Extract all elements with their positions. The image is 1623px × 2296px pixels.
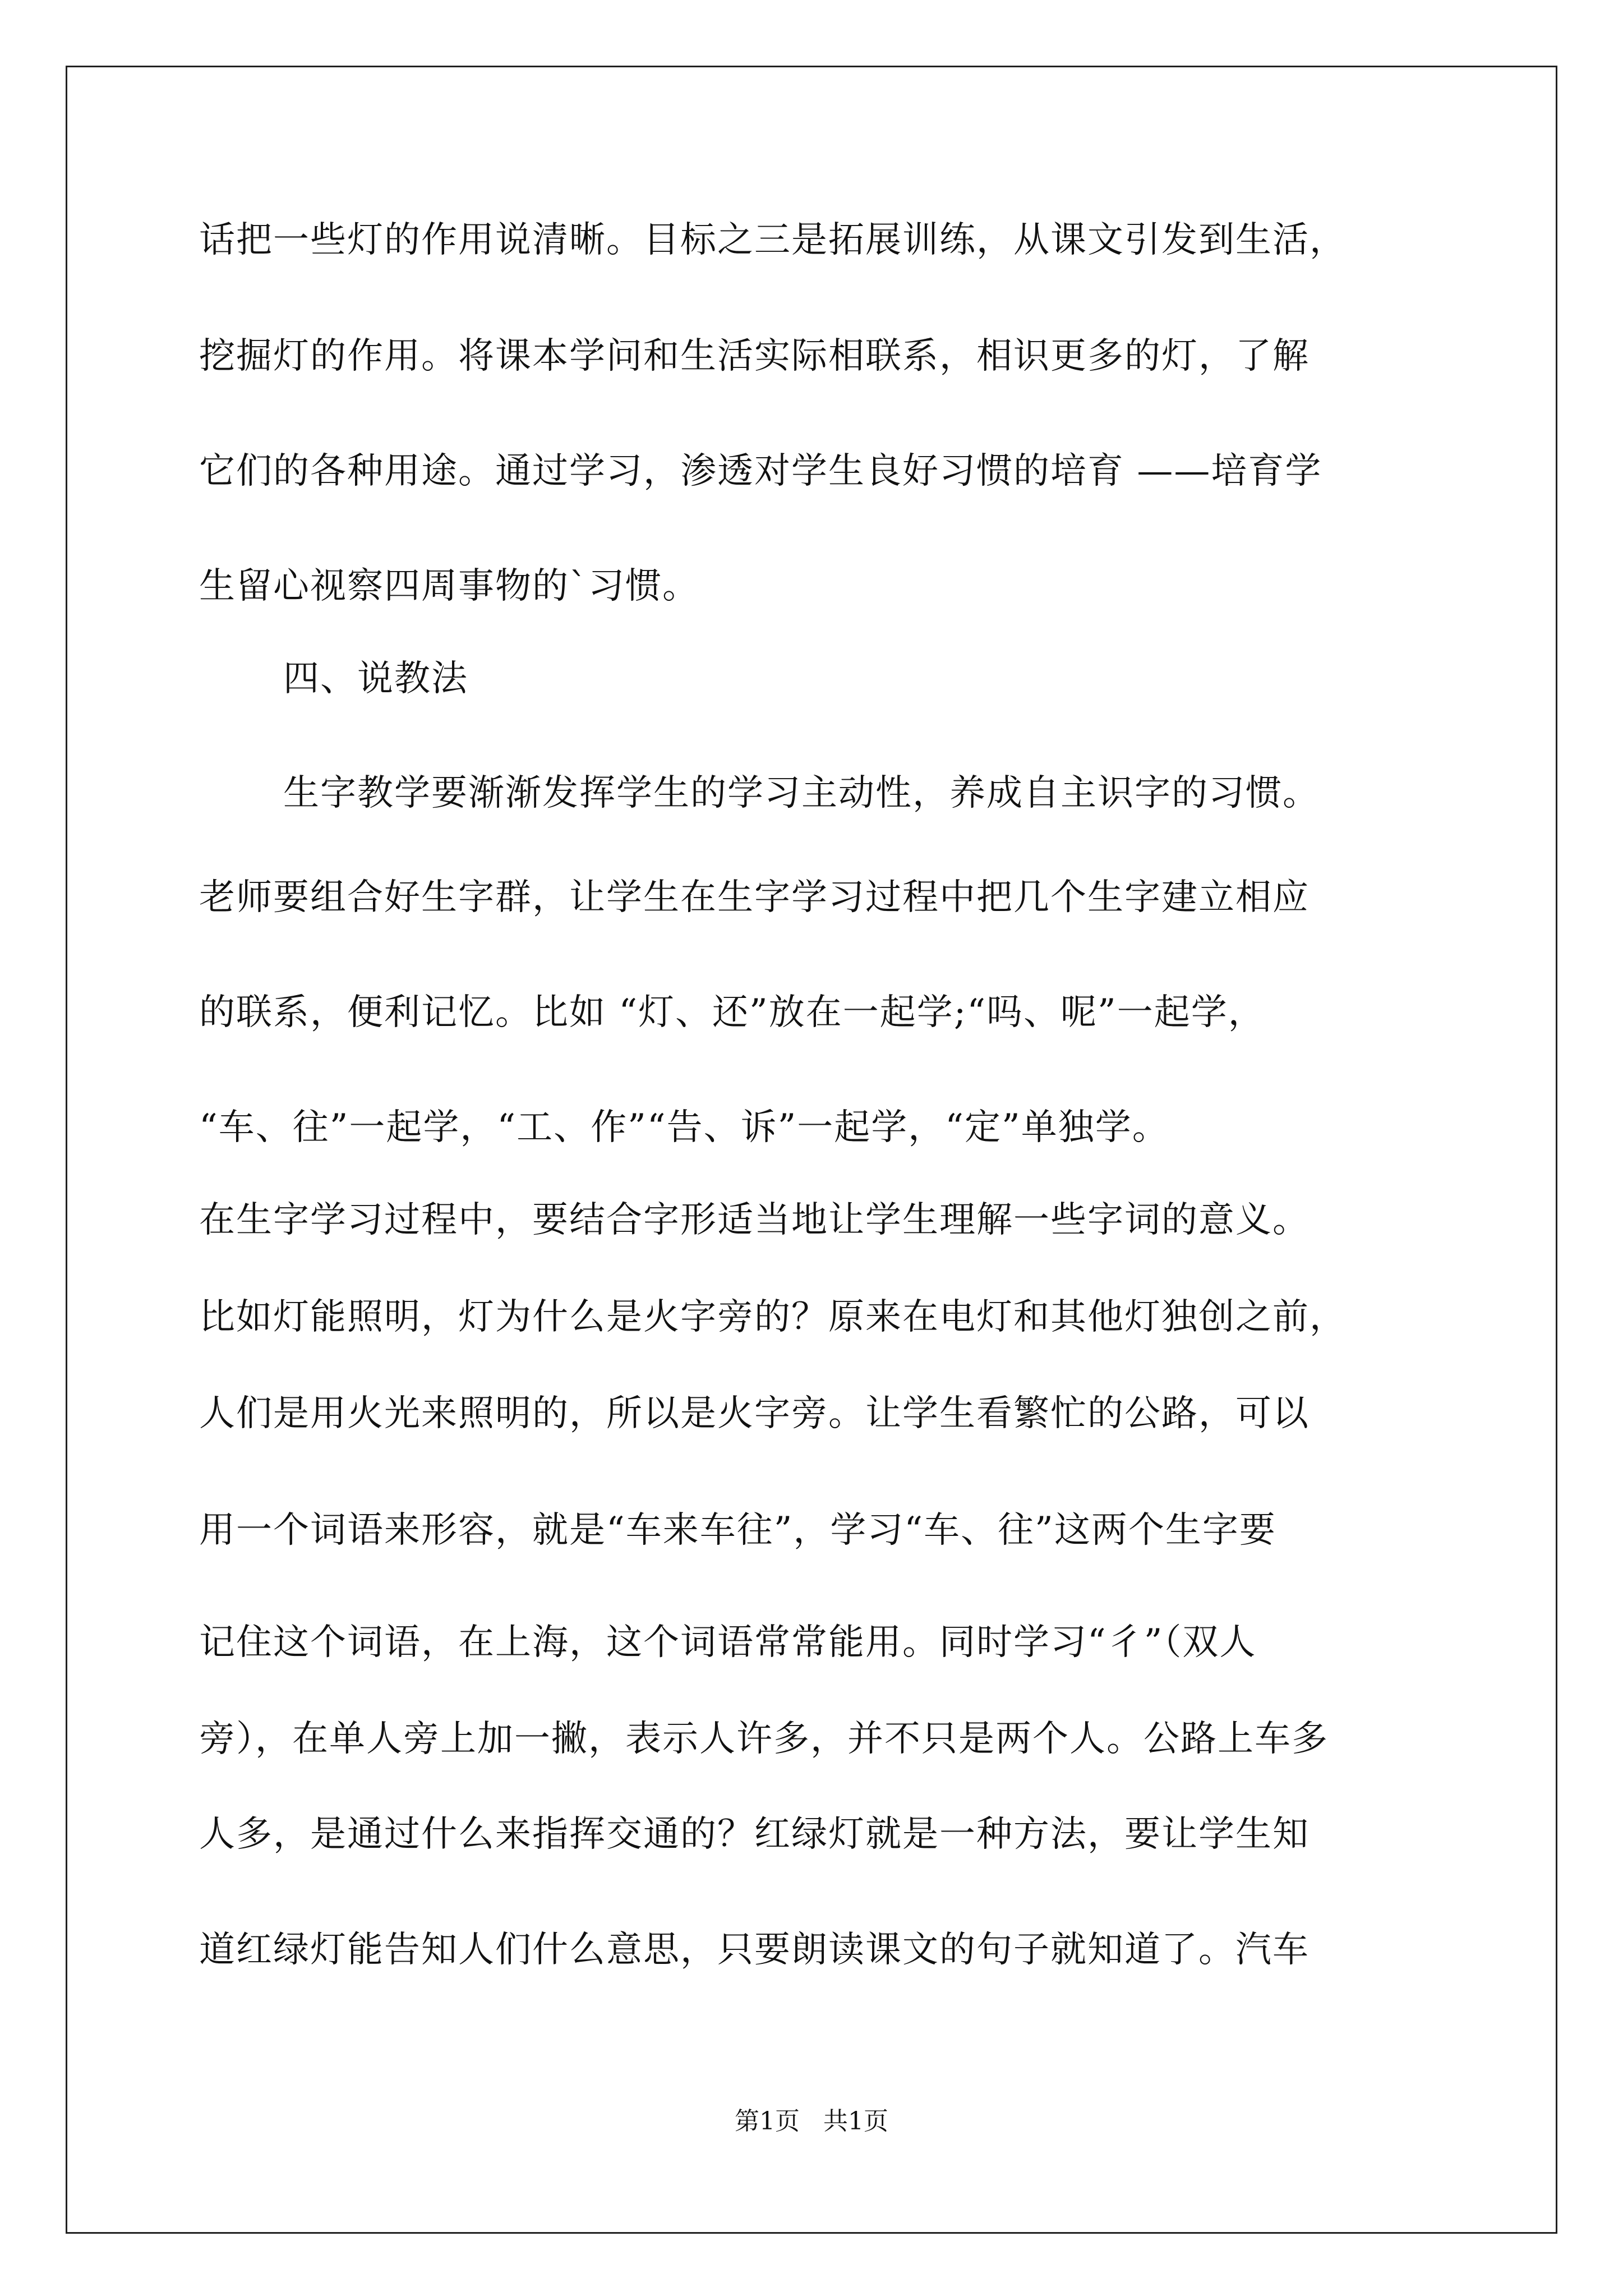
body-text-line: 生留心视察四周事物的`习惯。 (199, 565, 699, 607)
body-text-line: 人多，是通过什么来指挥交通的？红绿灯就是一种方法，要让学生知 (199, 1814, 1310, 1855)
body-text-line: 比如灯能照明，灯为什么是火字旁的？原来在电灯和其他灯独创之前， (199, 1296, 1347, 1338)
body-text-line: 人们是用火光来照明的，所以是火字旁。让学生看繁忙的公路，可以 (199, 1393, 1310, 1434)
body-text-line: 的联系，便利记忆。比如 “灯、还”放在一起学;“吗、呢”一起学， (199, 992, 1265, 1033)
body-text-line: 老师要组合好生字群，让学生在生字学习过程中把几个生字建立相应 (199, 877, 1310, 918)
body-text-line: 它们的各种用途。通过学习，渗透对学生良好习惯的培育 ——培育学 (199, 450, 1322, 492)
body-text-line: 挖掘灯的作用。将课本学问和生活实际相联系，相识更多的灯，了解 (199, 335, 1310, 377)
body-text-line: 生字教学要渐渐发挥学生的学习主动性，养成自主识字的习惯。 (283, 772, 1320, 814)
section-heading: 四、说教法 (283, 658, 468, 700)
body-text-line: 在生字学习过程中，要结合字形适当地让学生理解一些字词的意义。 (199, 1199, 1310, 1241)
body-text-line: 话把一些灯的作用说清晰。目标之三是拓展训练，从课文引发到生活， (199, 219, 1347, 261)
body-text-line: 道红绿灯能告知人们什么意思，只要朗读课文的句子就知道了。汽车 (199, 1929, 1310, 1971)
page-number-footer: 第1页 共1页 (735, 2107, 888, 2136)
body-text-line: 用一个词语来形容，就是“车来车往”，学习“车、往”这两个生字要 (199, 1510, 1276, 1551)
body-text-line: 旁），在单人旁上加一撇，表示人许多，并不只是两个人。公路上车多 (199, 1718, 1329, 1760)
body-text-line: 记住这个词语，在上海，这个词语常常能用。同时学习“彳”（双人 (199, 1622, 1257, 1663)
body-text-line: “车、往”一起学，“工、作”“告、诉”一起学，“定”单独学。 (199, 1107, 1169, 1148)
